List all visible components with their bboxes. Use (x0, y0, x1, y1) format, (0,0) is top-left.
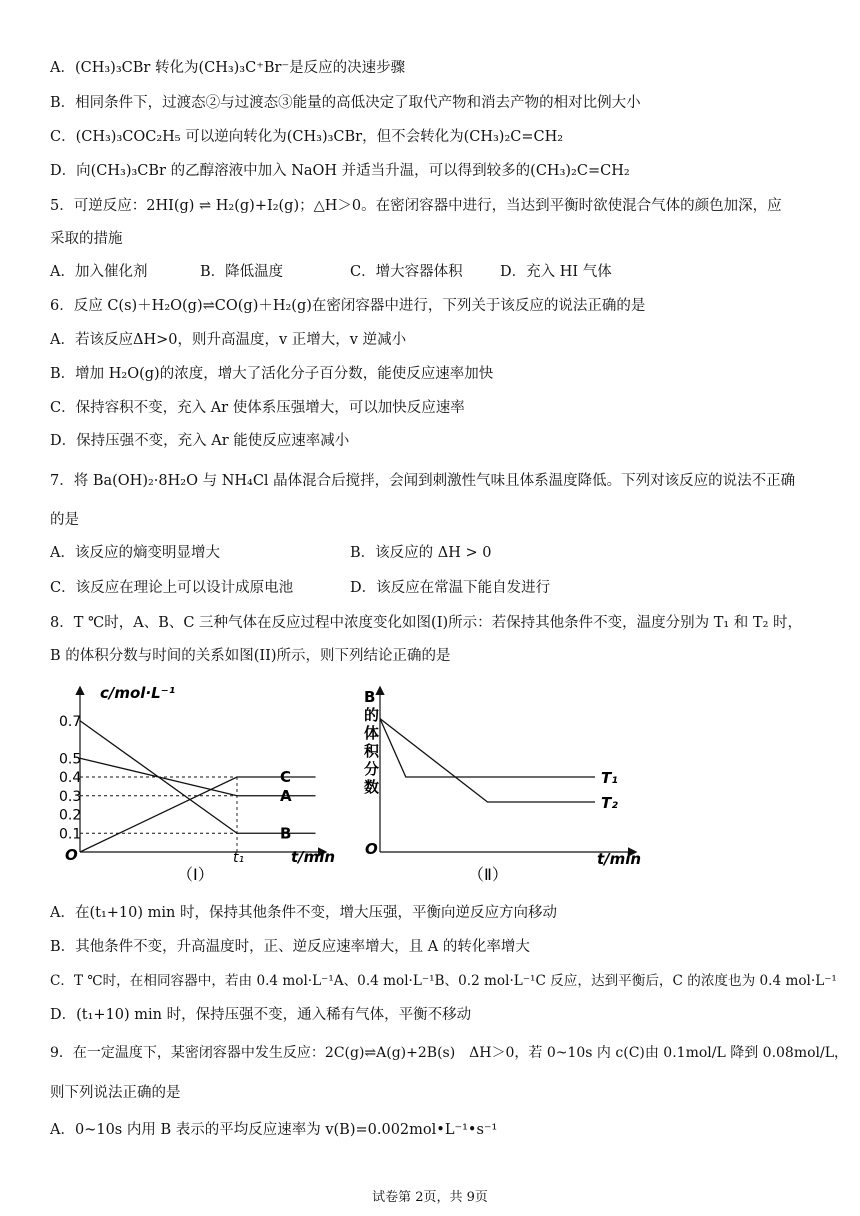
fig1-xlabel: t/min (291, 848, 336, 866)
fig2-line-0 (380, 719, 595, 777)
q5-option-c: C．增大容器体积 (350, 264, 463, 280)
fig1-label-A: A (280, 786, 292, 805)
fig1-origin: O (65, 846, 78, 864)
fig1-caption: （Ⅰ） (177, 865, 214, 882)
q7-option-a: A．该反应的熵变明显增大 (50, 545, 220, 561)
q7-option-b: B．该反应的 ΔH > 0 (350, 545, 492, 561)
q4-option-c: C．(CH₃)₃COC₂H₅ 可以逆向转化为(CH₃)₃CBr，但不会转化为(CH₃)₂C=CH₂ (50, 129, 564, 145)
fig1-xtick-t1: t₁ (233, 850, 245, 866)
fig2-xlabel: t/min (597, 850, 642, 868)
q8-option-a: A．在(t₁+10) min 时，保持其他条件不变，增大压强，平衡向逆反应方向移动 (50, 905, 557, 921)
fig1-ytick-0: 0.1 (59, 826, 82, 843)
q7-options-row2 (50, 578, 550, 598)
q6-option-b: B．增加 H₂O(g)的浓度，增大了活化分子百分数，能使反应速率加快 (50, 366, 494, 382)
fig2-label-0: T₁ (601, 769, 618, 787)
q8-stem: 8．T ℃时，A、B、C 三种气体在反应过程中浓度变化如图(I)所示：若保持其他条件不变，温度分别为 T₁ 和 T₂ 时， (50, 615, 802, 631)
figure-2 (355, 682, 645, 882)
fig2-ylabel-char: 体 (364, 724, 380, 742)
q6-stem: 6．反应 C(s)＋H₂O(g)⇌CO(g)＋H₂(g)在密闭容器中进行，下列关于该反应的说法正确的是 (50, 298, 646, 314)
q9-stem-cont: 则下列说法正确的是 (50, 1085, 181, 1101)
fig1-ytick-3: 0.4 (59, 770, 82, 786)
q8-option-b: B．其他条件不变，升高温度时，正、逆反应速率增大，且 A 的转化率增大 (50, 939, 530, 955)
q6-option-d: D．保持压强不变，充入 Ar 能使反应速率减小 (50, 433, 350, 449)
fig1-ylabel: c/mol·L⁻¹ (100, 684, 176, 702)
q6-option-a: A．若该反应ΔH>0，则升高温度，v 正增大，v 逆减小 (50, 332, 407, 348)
q7-option-c: C．该反应在理论上可以设计成原电池 (50, 580, 294, 596)
fig2-ylabel-char: 积 (364, 742, 380, 760)
fig2-caption: （Ⅱ） (468, 865, 508, 882)
fig1-ytick-2: 0.3 (59, 788, 82, 805)
q4-option-d: D．向(CH₃)₃CBr 的乙醇溶液中加入 NaOH 并适当升温，可以得到较多的(CH₃)₂C=CH₂ (50, 163, 630, 179)
q7-stem-cont: 的是 (50, 512, 79, 528)
q8-option-d: D．(t₁+10) min 时，保持压强不变，通入稀有气体，平衡不移动 (50, 1007, 472, 1023)
q7-option-d: D．该反应在常温下能自发进行 (350, 580, 551, 596)
q8-option-c: C．T ℃时，在相同容器中，若由 0.4 mol·L⁻¹A、0.4 mol·L⁻¹B、0.2 mol·L⁻¹C 反应，达到平衡后，C 的浓度也为 0.4 mol·L⁻¹ (50, 973, 837, 989)
q5-stem-cont: 采取的措施 (50, 231, 123, 247)
fig1-ytick-4: 0.5 (59, 751, 82, 768)
q5-option-b: B．降低温度 (200, 264, 284, 280)
fig2-label-1: T₂ (601, 794, 618, 812)
page-footer: 试卷第 2页，共 9页 (372, 1190, 488, 1205)
q4-option-b: B．相同条件下，过渡态②与过渡态③能量的高低决定了取代产物和消去产物的相对比例大小 (50, 95, 641, 111)
fig1-label-B: B (280, 824, 292, 843)
q5-stem: 5．可逆反应：2HI(g) ⇌ H₂(g)+I₂(g)；△H＞0。在密闭容器中进行，当达到平衡时欲使混合气体的颜色加深，应 (50, 198, 782, 214)
figure-1 (55, 682, 345, 882)
fig2-origin: O (365, 840, 378, 858)
q6-option-c: C．保持容积不变，充入 Ar 使体系压强增大，可以加快反应速率 (50, 400, 465, 416)
fig1-ytick-5: 0.7 (59, 713, 82, 730)
fig2-ylabel-char: 分 (364, 760, 380, 778)
q9-option-a: A．0~10s 内用 B 表示的平均反应速率为 v(B)=0.002mol•L⁻¹•s⁻¹ (50, 1122, 498, 1138)
q9-stem: 9．在一定温度下，某密闭容器中发生反应：2C(g)⇌A(g)+2B(s) ΔH＞0，若 0~10s 内 c(C)由 0.1mol/L 降到 0.08mol/L， (50, 1045, 849, 1061)
fig2-ylabel-char: 数 (364, 778, 380, 796)
q5-option-a: A．加入催化剂 (50, 264, 148, 280)
q5-option-d: D．充入 HI 气体 (500, 264, 612, 280)
q8-stem-cont: B 的体积分数与时间的关系如图(II)所示，则下列结论正确的是 (50, 648, 451, 664)
q5-options (50, 262, 612, 282)
fig2-line-1 (380, 719, 595, 802)
fig1-ytick-1: 0.2 (59, 807, 82, 824)
q7-options-row1 (50, 543, 491, 563)
fig2-ylabel-char: 的 (364, 706, 380, 724)
q4-option-a: A．(CH₃)₃CBr 转化为(CH₃)₃C⁺Br⁻是反应的决速步骤 (50, 60, 406, 76)
fig2-ylabel-char: B (364, 688, 376, 706)
fig1-label-C: C (280, 768, 292, 786)
q7-stem: 7．将 Ba(OH)₂·8H₂O 与 NH₄Cl 晶体混合后搅拌，会闻到刺激性气味且体系温度降低。下列对该反应的说法不正确 (50, 473, 796, 489)
